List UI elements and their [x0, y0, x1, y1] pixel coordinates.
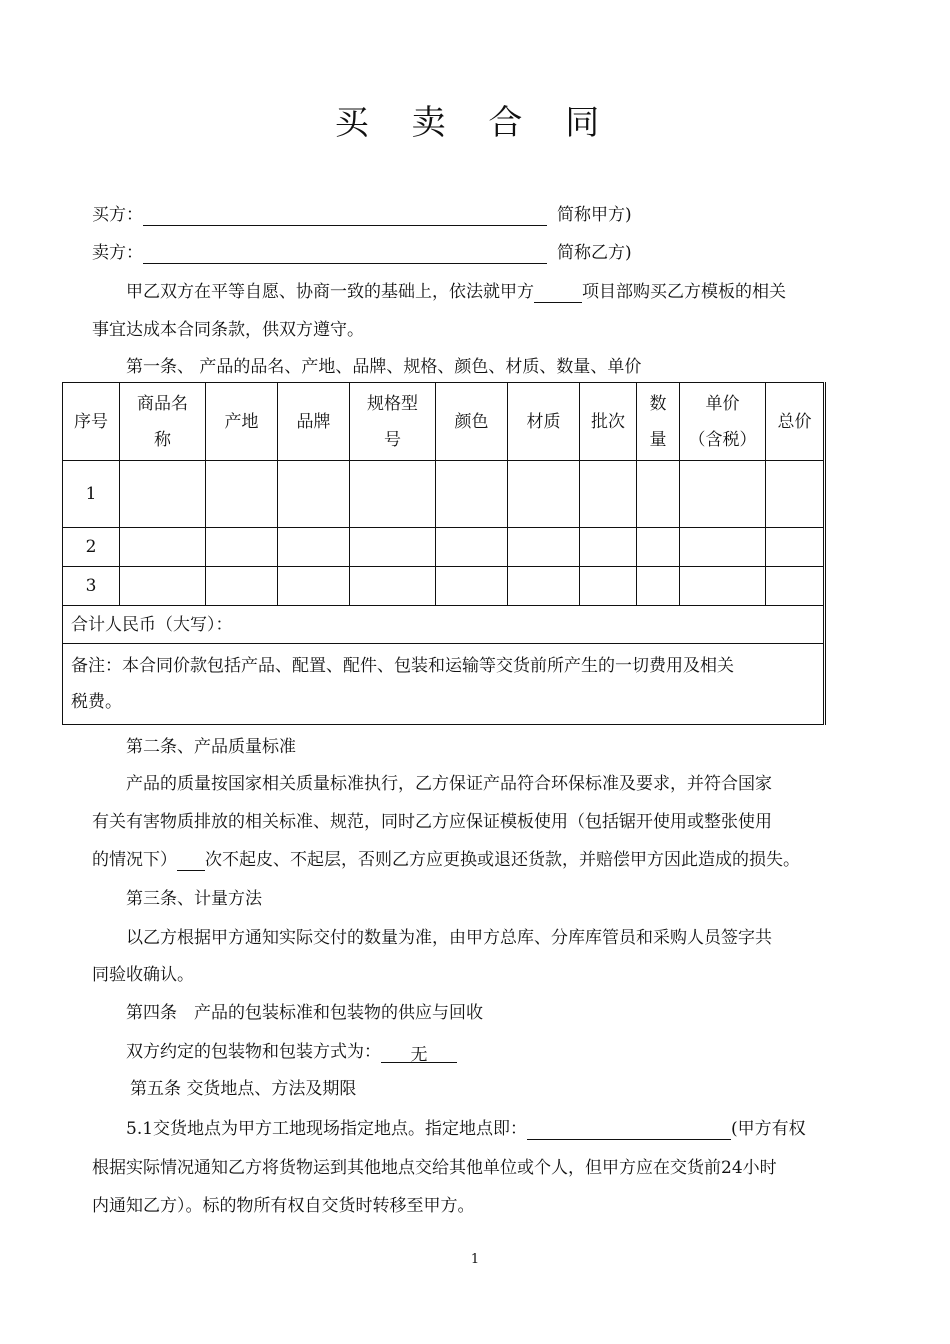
page-number: 1 — [470, 1252, 480, 1267]
usage-count-field[interactable] — [177, 852, 205, 871]
intro-text-1: 甲乙双方在平等自愿、协商一致的基础上，依法就甲方 — [126, 282, 534, 302]
header-cell: 材质 — [508, 383, 580, 461]
seller-name-field[interactable] — [143, 245, 547, 264]
header-cell: 品牌 — [278, 383, 350, 461]
table-cell[interactable] — [350, 528, 436, 567]
header-cell: 产地 — [206, 383, 278, 461]
article4-line-1 — [126, 1041, 457, 1063]
article2-line-1: 产品的质量按国家相关质量标准执行，乙方保证产品符合环保标准及要求，并符合国家 — [126, 774, 772, 794]
article4-heading: 第四条 产品的包装标准和包装物的供应与回收 — [126, 1003, 483, 1023]
table-cell[interactable] — [350, 567, 436, 606]
table-cell[interactable] — [206, 528, 278, 567]
article2-text-a: 的情况下） — [92, 850, 177, 870]
article2-line-3 — [92, 849, 800, 871]
table-cell[interactable] — [637, 567, 680, 606]
table-row — [63, 528, 825, 567]
header-cell: 总价 — [766, 383, 825, 461]
packaging-method-value: 无 — [410, 1045, 428, 1065]
table-row — [63, 461, 825, 528]
article5-line-3: 内通知乙方）。标的物所有权自交货时转移至甲方。 — [92, 1196, 475, 1216]
article2-heading: 第二条、产品质量标准 — [126, 737, 296, 757]
table-cell[interactable] — [278, 461, 350, 528]
article3-line-1: 以乙方根据甲方通知实际交付的数量为准，由甲方总库、分库库管员和采购人员签字共 — [126, 928, 772, 948]
article3-heading: 第三条、计量方法 — [126, 889, 262, 909]
delivery-location-field[interactable] — [527, 1121, 731, 1140]
table-cell[interactable] — [680, 528, 766, 567]
table-cell[interactable] — [436, 461, 508, 528]
buyer-suffix: 简称甲方) — [557, 205, 632, 225]
intro-line-2: 事宜达成本合同条款，供双方遵守。 — [92, 320, 364, 340]
row-number: 3 — [63, 567, 120, 606]
document-title: 买 卖 合 同 — [334, 103, 616, 143]
table-cell[interactable] — [120, 461, 206, 528]
total-amount-cell[interactable]: 合计人民币（大写）： — [63, 606, 825, 644]
table-cell[interactable] — [206, 461, 278, 528]
header-cell: 数 量 — [637, 383, 680, 461]
row-number: 1 — [63, 461, 120, 528]
table-cell[interactable] — [580, 528, 637, 567]
header-cell: 规格型 号 — [350, 383, 436, 461]
goods-table — [62, 382, 826, 725]
total-row — [63, 606, 825, 644]
table-cell[interactable] — [120, 567, 206, 606]
article5-text-a: 5.1交货地点为甲方工地现场指定地点。指定地点即： — [126, 1119, 528, 1139]
table-cell[interactable] — [580, 461, 637, 528]
header-cell: 颜色 — [436, 383, 508, 461]
table-row — [63, 567, 825, 606]
table-cell[interactable] — [637, 461, 680, 528]
seller-suffix: 简称乙方) — [557, 243, 632, 263]
table-header-row — [63, 383, 825, 461]
article5-heading: 第五条 交货地点、方法及期限 — [130, 1079, 357, 1099]
seller-label: 卖方： — [92, 243, 143, 263]
table-cell[interactable] — [508, 567, 580, 606]
project-name-field[interactable] — [534, 284, 582, 303]
article1-heading: 第一条、 产品的品名、产地、品牌、规格、颜色、材质、数量、单价 — [126, 357, 642, 377]
buyer-name-field[interactable] — [143, 207, 547, 226]
article2-line-2: 有关有害物质排放的相关标准、规范，同时乙方应保证模板使用（包括锯开使用或整张使用 — [92, 812, 772, 832]
row-number: 2 — [63, 528, 120, 567]
article5-line-2: 根据实际情况通知乙方将货物运到其他地点交给其他单位或个人，但甲方应在交货前24小时 — [92, 1158, 777, 1178]
note-cell: 备注：本合同价款包括产品、配置、配件、包装和运输等交货前所产生的一切费用及相关 税费。 — [63, 644, 825, 725]
table-cell[interactable] — [766, 461, 825, 528]
article5-text-b: (甲方有权 — [731, 1119, 806, 1139]
table-cell[interactable] — [436, 528, 508, 567]
seller-line — [92, 242, 632, 264]
table-cell[interactable] — [580, 567, 637, 606]
table-cell[interactable] — [680, 567, 766, 606]
table-cell[interactable] — [637, 528, 680, 567]
article4-text: 双方约定的包装物和包装方式为： — [126, 1042, 381, 1062]
header-cell: 序号 — [63, 383, 120, 461]
packaging-method-field[interactable] — [381, 1044, 457, 1063]
table-cell[interactable] — [436, 567, 508, 606]
article5-line-1 — [126, 1118, 806, 1140]
table-cell[interactable] — [120, 528, 206, 567]
table-cell[interactable] — [278, 567, 350, 606]
intro-line-1 — [126, 281, 786, 303]
buyer-label: 买方： — [92, 205, 143, 225]
header-cell: 单价 （含税） — [680, 383, 766, 461]
table-cell[interactable] — [350, 461, 436, 528]
buyer-line — [92, 204, 632, 226]
header-cell: 商品名 称 — [120, 383, 206, 461]
table-cell[interactable] — [508, 461, 580, 528]
table-cell[interactable] — [206, 567, 278, 606]
article3-line-2: 同验收确认。 — [92, 965, 194, 985]
header-cell: 批次 — [580, 383, 637, 461]
note-row — [63, 644, 825, 725]
table-cell[interactable] — [278, 528, 350, 567]
table-cell[interactable] — [766, 528, 825, 567]
table-cell[interactable] — [766, 567, 825, 606]
table-cell[interactable] — [508, 528, 580, 567]
intro-text-2: 项目部购买乙方模板的相关 — [582, 282, 786, 302]
table-cell[interactable] — [680, 461, 766, 528]
article2-text-b: 次不起皮、不起层，否则乙方应更换或退还货款，并赔偿甲方因此造成的损失。 — [205, 850, 800, 870]
